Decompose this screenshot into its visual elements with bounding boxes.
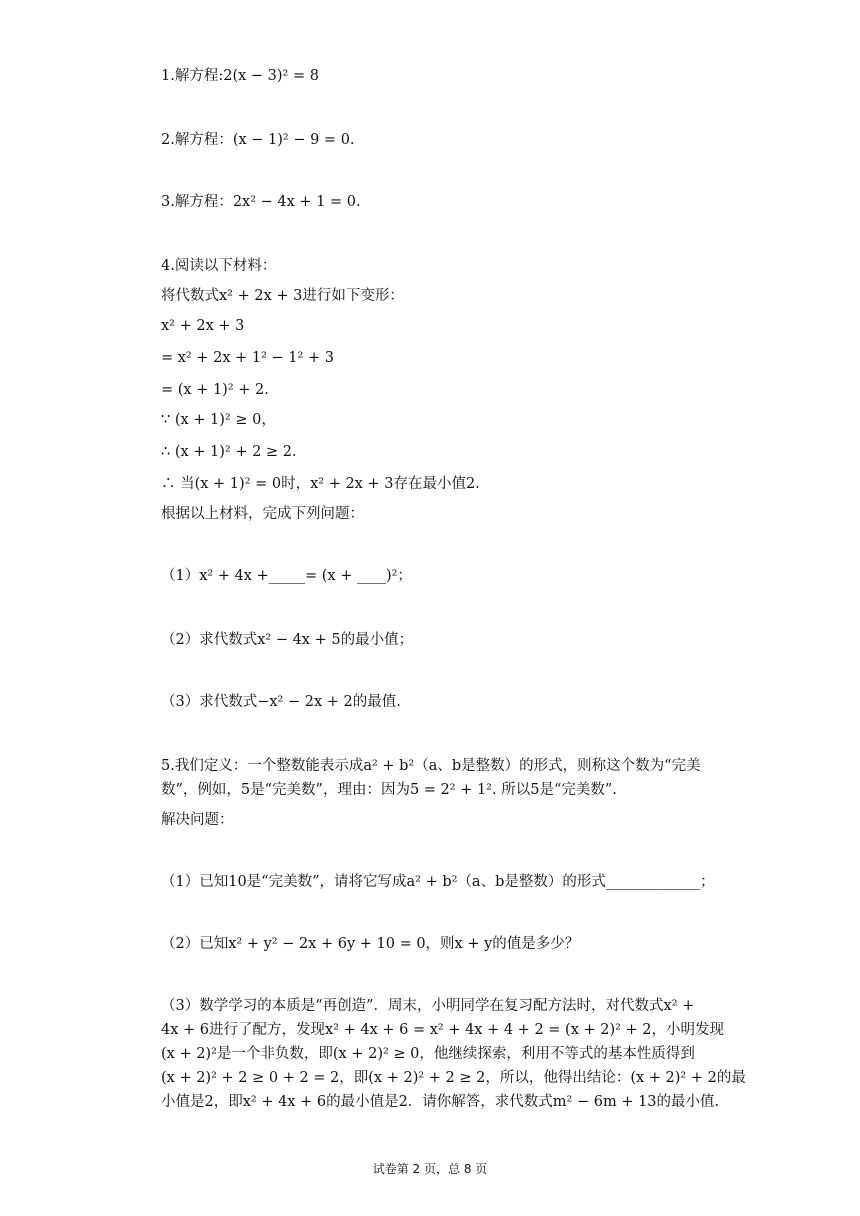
question-4-part-1: （1）x² + 4x +_____= (x + ____)²； [161, 568, 412, 584]
question-4-line: = (x + 1)² + 2. [161, 382, 269, 398]
question-4-line: x² + 2x + 3 [161, 318, 245, 334]
question-5-line: 数”，例如，5是“完美数”，理由：因为5 = 2² + 1². 所以5是“完美数”. [161, 782, 617, 798]
question-2: 2.解方程：(x − 1)² − 9 = 0. [161, 132, 355, 148]
question-4-line: ∴ 当(x + 1)² = 0时，x² + 2x + 3存在最小值2. [161, 476, 480, 492]
question-5-part-3-line: （3）数学学习的本质是“再创造”．周末，小明同学在复习配方法时，对代数式x² + [161, 998, 695, 1014]
question-4-part-3: （3）求代数式−x² − 2x + 2的最值. [161, 694, 401, 710]
question-5-line: 5.我们定义：一个整数能表示成a² + b²（a、b是整数）的形式，则称这个数为“完美 [161, 758, 701, 774]
question-4-line: 将代数式x² + 2x + 3进行如下变形： [161, 288, 404, 304]
question-4-line: ∴ (x + 1)² + 2 ≥ 2. [161, 444, 297, 460]
question-5-part-2: （2）已知x² + y² − 2x + 6y + 10 = 0，则x + y的值是多少？ [161, 936, 580, 952]
page-footer: 试卷第 2 页，总 8 页 [372, 1162, 488, 1176]
question-3: 3.解方程：2x² − 4x + 1 = 0. [161, 194, 361, 210]
question-4-line: 根据以上材料，完成下列问题： [161, 506, 364, 522]
question-5-part-1: （1）已知10是“完美数”，请将它写成a² + b²（a、b是整数）的形式_____________； [161, 874, 715, 890]
question-4-line: ∵ (x + 1)² ≥ 0， [161, 412, 276, 428]
question-5-part-3-line: (x + 2)²是一个非负数，即(x + 2)² ≥ 0，他继续探索，利用不等式的基本性质得到 [161, 1046, 695, 1062]
question-4-line: = x² + 2x + 1² − 1² + 3 [161, 350, 334, 366]
question-1: 1.解方程:2(x − 3)² = 8 [161, 68, 319, 84]
question-4-title: 4.阅读以下材料： [161, 258, 277, 274]
question-5-line: 解决问题： [161, 812, 234, 828]
question-5-part-3-line: 4x + 6进行了配方，发现x² + 4x + 6 = x² + 4x + 4 + 2 = (x + 2)² + 2，小明发现 [161, 1022, 725, 1038]
question-4-part-2: （2）求代数式x² − 4x + 5的最小值； [161, 632, 414, 648]
question-5-part-3-line: (x + 2)² + 2 ≥ 0 + 2 = 2，即(x + 2)² + 2 ≥ 2，所以，他得出结论：(x + 2)² + 2的最 [161, 1070, 746, 1086]
question-5-part-3-line: 小值是2，即x² + 4x + 6的最小值是2．请你解答，求代数式m² − 6m + 13的最小值. [161, 1094, 720, 1110]
